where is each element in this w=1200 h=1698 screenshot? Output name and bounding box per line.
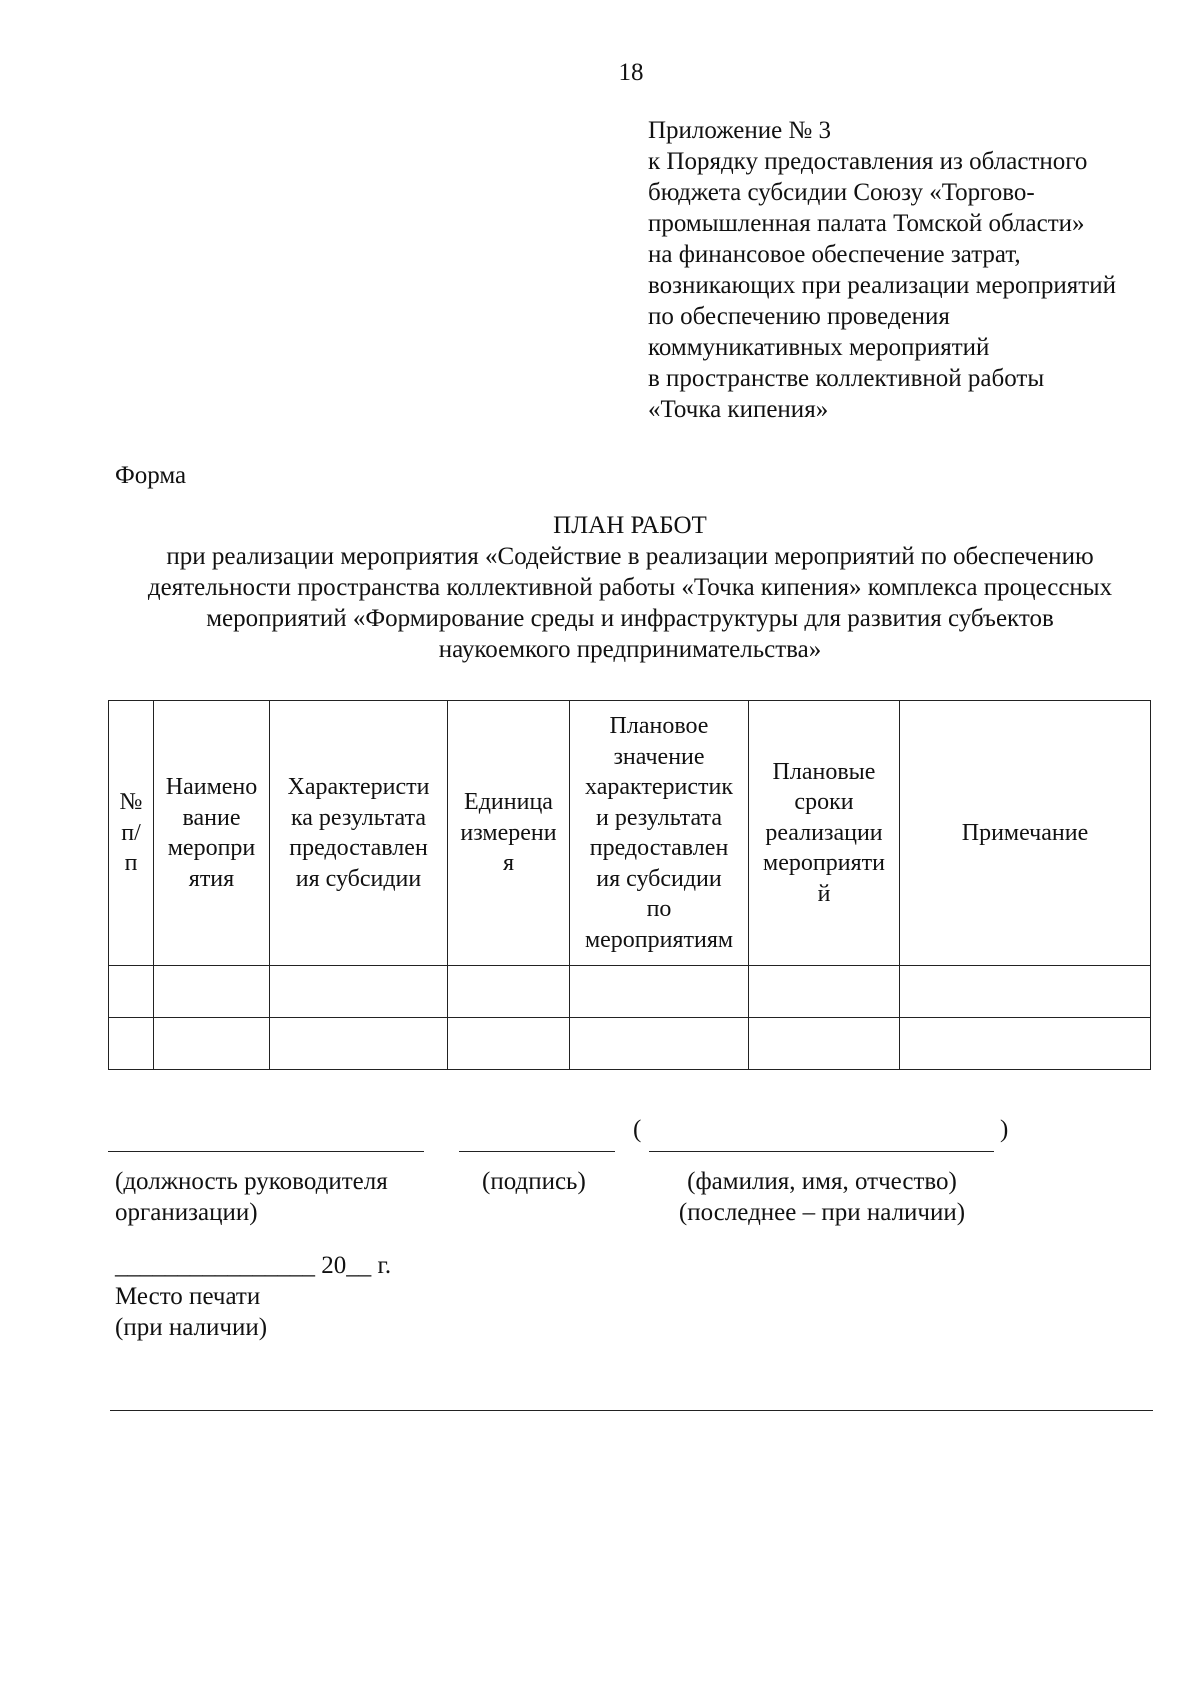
close-parenthesis: ) (1000, 1116, 1009, 1143)
header-note: Примечание (900, 701, 1151, 966)
table-cell[interactable] (900, 1018, 1151, 1070)
appendix-block (648, 115, 1200, 425)
date-year: 20__ г. (315, 1252, 392, 1279)
appendix-line: возникающих при реализации мероприятий (648, 272, 1116, 299)
table-row (109, 966, 1151, 1018)
table-cell[interactable] (570, 1018, 749, 1070)
appendix-line: на финансовое обеспечение затрат, (648, 241, 1021, 268)
table-cell[interactable] (448, 1018, 570, 1070)
stamp-place: Место печати (при наличии) (115, 1283, 268, 1341)
date-line (115, 1250, 391, 1281)
table-cell[interactable] (109, 1018, 154, 1070)
table-cell[interactable] (749, 966, 900, 1018)
header-activity-name: Наимено вание меропри ятия (154, 701, 270, 966)
appendix-line: по обеспечению проведения (648, 303, 950, 330)
full-name-label: (фамилия, имя, отчество) (последнее – при наличии) (678, 1168, 966, 1226)
table-cell[interactable] (154, 966, 270, 1018)
document-title: ПЛАН РАБОТ (553, 512, 707, 539)
table-cell[interactable] (109, 966, 154, 1018)
header-result-characteristic: Характеристи ка результата предоставлен ия субсидии (270, 701, 448, 966)
table-cell[interactable] (900, 966, 1151, 1018)
header-planned-value: Плановое значение характеристик и результата предоставлен ия субсидии по мероприятиям (570, 701, 749, 966)
signature-label: (подпись) (482, 1168, 586, 1195)
table-cell[interactable] (154, 1018, 270, 1070)
subtitle-line: наукоемкого предпринимательства» (438, 636, 822, 663)
table-header-row (109, 701, 1151, 966)
appendix-line: коммуникативных мероприятий (648, 334, 990, 361)
table-cell[interactable] (270, 1018, 448, 1070)
appendix-line: промышленная палата Томской области» (648, 210, 1085, 237)
appendix-line: Приложение № 3 (648, 117, 832, 144)
page-number: 18 (618, 59, 644, 86)
work-plan-table (108, 700, 1151, 1070)
table-cell[interactable] (570, 966, 749, 1018)
table-cell[interactable] (270, 966, 448, 1018)
appendix-line: «Точка кипения» (648, 396, 829, 423)
document-subtitle (100, 541, 1160, 665)
subtitle-line: мероприятий «Формирование среды и инфраструктуры для развития субъектов (206, 605, 1054, 632)
table-cell[interactable] (749, 1018, 900, 1070)
subtitle-line: деятельности пространства коллективной работы «Точка кипения» комплекса процессных (147, 574, 1113, 601)
open-parenthesis: ( (633, 1116, 642, 1143)
appendix-line: к Порядку предоставления из областного (648, 148, 1088, 175)
signature-line (459, 1151, 615, 1152)
table-cell[interactable] (448, 966, 570, 1018)
header-number: № п/ п (109, 701, 154, 966)
table-row (109, 1018, 1151, 1070)
appendix-line: в пространстве коллективной работы (648, 365, 1045, 392)
date-blank[interactable]: ________________ (115, 1252, 315, 1279)
subtitle-line: при реализации мероприятия «Содействие в реализации мероприятий по обеспечению (166, 543, 1094, 570)
position-signature-line (108, 1151, 424, 1152)
header-planned-dates: Плановые сроки реализации мероприяти й (749, 701, 900, 966)
appendix-line: бюджета субсидии Союзу «Торгово- (648, 179, 1035, 206)
form-label: Форма (115, 462, 187, 489)
full-name-line (649, 1151, 994, 1152)
footer-divider (110, 1410, 1153, 1411)
position-label: (должность руководителя организации) (115, 1168, 388, 1226)
title-block (100, 510, 1160, 665)
header-unit: Единица измерени я (448, 701, 570, 966)
